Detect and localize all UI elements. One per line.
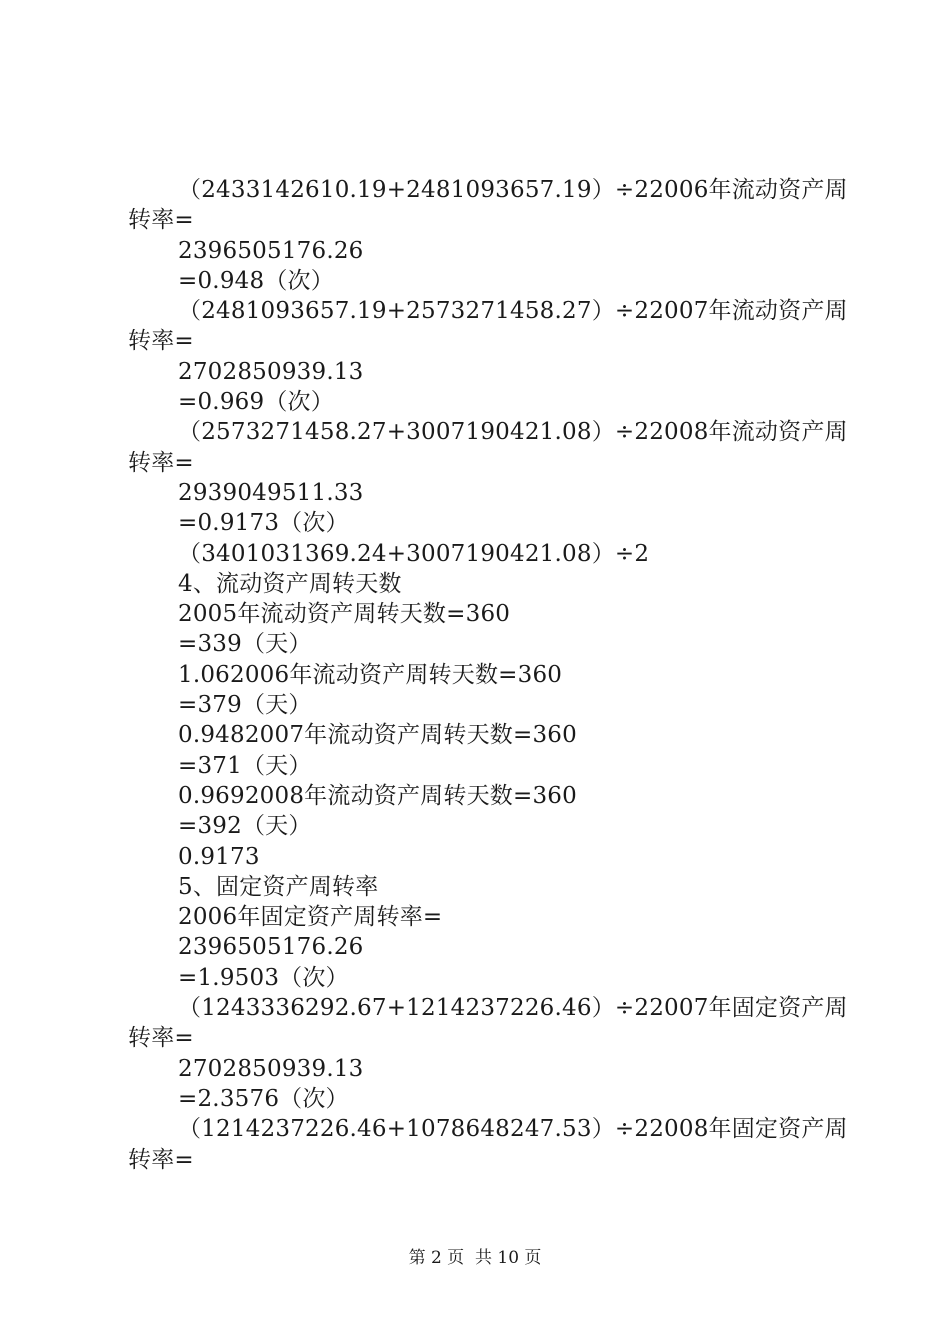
text-line: =392（天） — [178, 813, 312, 840]
text-line: （1214237226.46+1078648247.53）÷22008年固定资产周 — [178, 1116, 848, 1143]
text-line: 2702850939.13 — [178, 358, 364, 385]
text-line: =339（天） — [178, 631, 312, 658]
text-line: =379（天） — [178, 692, 312, 719]
text-line: 0.9173 — [178, 843, 260, 870]
text-line: 转率= — [128, 207, 194, 234]
text-line: 2005年流动资产周转天数=360 — [178, 601, 511, 628]
text-line: 2939049511.33 — [178, 479, 364, 506]
text-line: 1.062006年流动资产周转天数=360 — [178, 661, 563, 688]
page-footer: 第 2 页 共 10 页 — [408, 1248, 542, 1268]
text-line: （2481093657.19+2573271458.27）÷22007年流动资产周 — [178, 298, 848, 325]
text-line: =0.9173（次） — [178, 510, 349, 537]
text-line: =0.969（次） — [178, 389, 334, 416]
text-line: 4、流动资产周转天数 — [178, 570, 402, 597]
text-line: =371（天） — [178, 752, 312, 779]
text-line: （3401031369.24+3007190421.08）÷2 — [178, 540, 650, 567]
text-line: 0.9692008年流动资产周转天数=360 — [178, 782, 577, 809]
text-line: =0.948（次） — [178, 267, 334, 294]
text-line: =2.3576（次） — [178, 1085, 349, 1112]
text-line: 2396505176.26 — [178, 237, 364, 264]
text-line: 转率= — [128, 1025, 194, 1052]
text-line: 5、固定资产周转率 — [178, 873, 379, 900]
text-line: 转率= — [128, 1146, 194, 1173]
text-line: （2433142610.19+2481093657.19）÷22006年流动资产周 — [178, 177, 848, 203]
text-line: 转率= — [128, 449, 194, 476]
text-line: 转率= — [128, 328, 194, 355]
text-line: 2396505176.26 — [178, 934, 364, 961]
text-line: （1243336292.67+1214237226.46）÷22007年固定资产周 — [178, 995, 848, 1022]
text-line: 2006年固定资产周转率= — [178, 904, 443, 931]
text-line: 2702850939.13 — [178, 1055, 364, 1082]
document-body — [128, 175, 848, 1175]
text-line: =1.9503（次） — [178, 964, 349, 991]
text-line: 0.9482007年流动资产周转天数=360 — [178, 722, 577, 749]
text-line: （2573271458.27+3007190421.08）÷22008年流动资产周 — [178, 419, 848, 446]
